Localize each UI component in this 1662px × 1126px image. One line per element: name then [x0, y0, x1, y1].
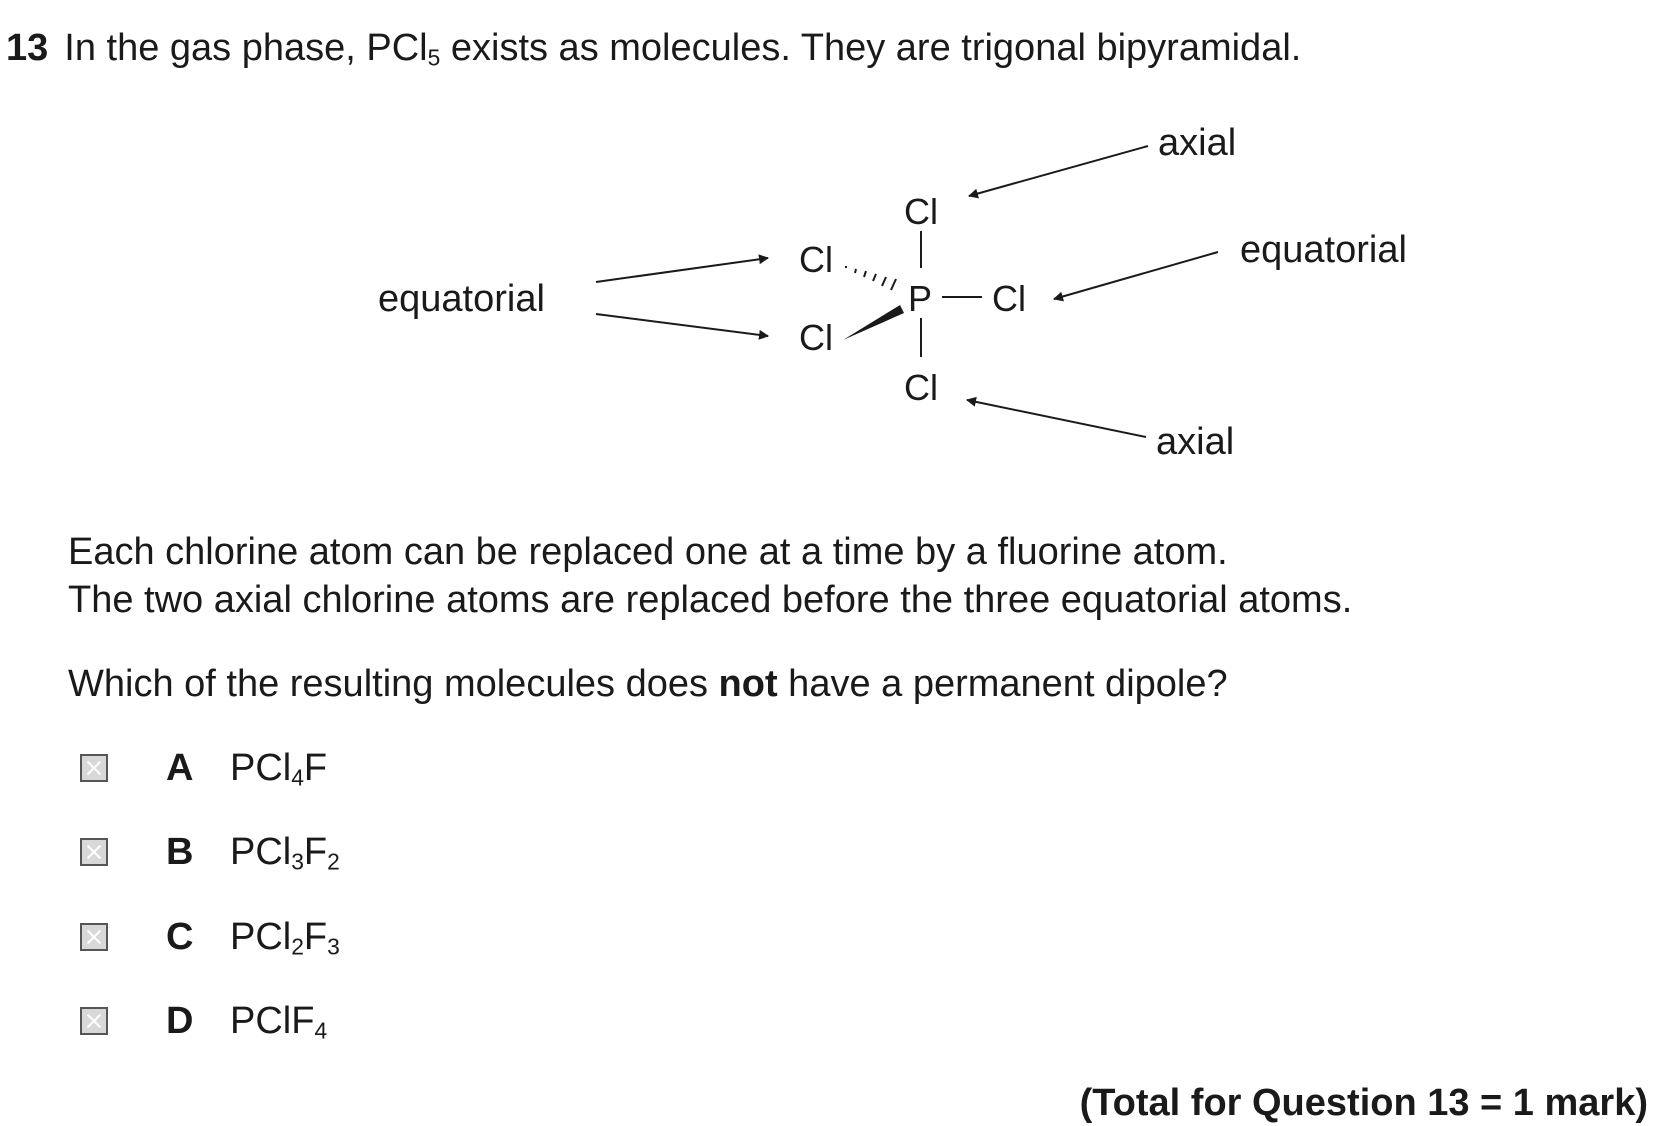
- option-formula: PCl$_4$F: [230, 746, 328, 791]
- prompt-bold-not: not: [718, 663, 778, 705]
- question-prompt: [68, 660, 1228, 708]
- option-formula: $PCl_3F_2$: [230, 830, 340, 875]
- label-equatorial-right: equatorial: [1240, 229, 1407, 271]
- atom-cl-axial-top: Cl: [904, 191, 938, 232]
- atom-p-center: P: [907, 278, 933, 319]
- paragraph-replacement: Each chlorine atom can be replaced one at a time by a fluorine atom.: [68, 531, 1228, 573]
- question-text-subscript: 5: [427, 44, 441, 71]
- option-a[interactable]: [80, 744, 327, 792]
- option-formula: PClF$_4$: [230, 999, 328, 1044]
- answer-checkbox-c[interactable]: [80, 923, 108, 951]
- label-axial-bottom: axial: [1156, 421, 1235, 463]
- arrow-axial-top: [969, 146, 1148, 196]
- prompt-part2: have a permanent dipole?: [777, 663, 1228, 705]
- arrow-equatorial-right: [1054, 252, 1218, 299]
- atom-cl-equatorial-right: Cl: [992, 278, 1026, 319]
- bond-solid-wedge: [843, 305, 904, 340]
- option-letter: B: [166, 830, 194, 873]
- answer-checkbox-b[interactable]: [80, 838, 108, 866]
- pcl5-structure-diagram: [0, 0, 1662, 520]
- option-formula: $PCl_2F_3$: [230, 915, 340, 960]
- option-c[interactable]: [80, 913, 340, 961]
- answer-checkbox-a[interactable]: [80, 754, 108, 782]
- question-text-part1: In the gas phase, PCl: [64, 27, 428, 69]
- atom-cl-equatorial-back: Cl: [799, 239, 833, 280]
- question-text-part2: exists as molecules. They are trigonal bipyramidal.: [440, 27, 1302, 69]
- option-letter: D: [166, 999, 194, 1042]
- atom-cl-axial-bottom: Cl: [904, 367, 938, 408]
- label-axial-top: axial: [1158, 122, 1237, 164]
- arrow-equatorial-left-lower: [596, 314, 768, 336]
- question-number: 13: [6, 27, 49, 69]
- bond-hashed-wedge: [846, 266, 896, 290]
- option-b[interactable]: [80, 828, 340, 876]
- paragraph-axial-order: The two axial chlorine atoms are replaced before the three equatorial atoms.: [68, 579, 1353, 621]
- option-d[interactable]: [80, 997, 327, 1045]
- arrow-equatorial-left-upper: [596, 258, 768, 282]
- atom-cl-equatorial-front: Cl: [799, 317, 833, 358]
- option-letter: C: [166, 915, 194, 958]
- answer-checkbox-d[interactable]: [80, 1007, 108, 1035]
- prompt-part1: Which of the resulting molecules does: [68, 663, 719, 705]
- arrow-axial-bottom: [967, 400, 1146, 437]
- label-equatorial-left: equatorial: [378, 278, 545, 320]
- total-marks: (Total for Question 13 = 1 mark): [1079, 1082, 1648, 1124]
- option-letter: A: [166, 746, 194, 789]
